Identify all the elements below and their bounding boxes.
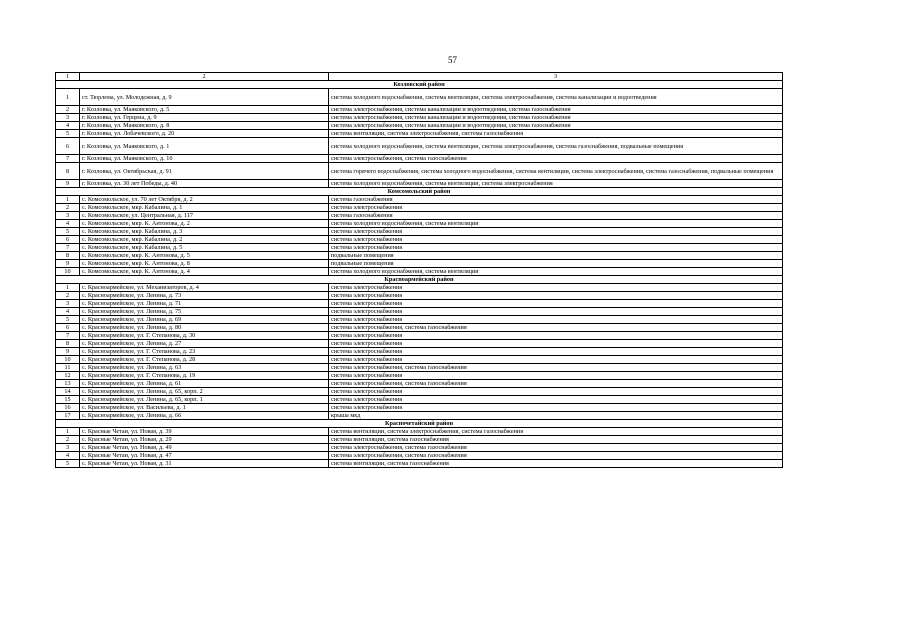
row-number: 10	[56, 356, 80, 364]
table-row	[56, 268, 783, 276]
row-number: 14	[56, 388, 80, 396]
district-heading-row	[56, 188, 783, 196]
table-row	[56, 196, 783, 204]
row-number: 9	[56, 348, 80, 356]
row-number: 10	[56, 268, 80, 276]
objects-table	[55, 72, 783, 468]
row-systems: система электроснабжения, система газоснабжения	[329, 444, 783, 452]
table-row	[56, 228, 783, 236]
table-row	[56, 428, 783, 436]
row-address: с. Комсомольское, ул. 70 лет Октября, д. 2	[80, 196, 329, 204]
row-number: 6	[56, 138, 80, 155]
row-systems: система электроснабжения, система газоснабжения	[329, 380, 783, 388]
district-heading: Комсомольский район	[56, 188, 783, 196]
row-address: с. Комсомольское, мкр. К. Антонова, д. 8	[80, 260, 329, 268]
row-address: с. Красноармейское, ул. Г. Степанова, д. 28	[80, 356, 329, 364]
district-heading-row	[56, 276, 783, 284]
row-address: г. Козловка, ул. Маяковского, д. 8	[80, 122, 329, 130]
row-address: с. Комсомольское, ул. Центральная, д. 117	[80, 212, 329, 220]
row-address: с. Красноармейское, ул. Ленина, д. 27	[80, 340, 329, 348]
row-systems: система электроснабжения	[329, 244, 783, 252]
table-row	[56, 180, 783, 188]
table-row	[56, 236, 783, 244]
row-number: 5	[56, 460, 80, 468]
table-row	[56, 155, 783, 163]
row-number: 12	[56, 372, 80, 380]
row-number: 5	[56, 130, 80, 138]
table-body	[56, 73, 783, 468]
table-row	[56, 114, 783, 122]
table-row	[56, 364, 783, 372]
row-systems: система холодного водоснабжения, система вентиляции	[329, 220, 783, 228]
row-number: 9	[56, 260, 80, 268]
row-address: с. Комсомольское, мкр. К. Антонова, д. 2	[80, 220, 329, 228]
row-number: 8	[56, 340, 80, 348]
table-row	[56, 396, 783, 404]
row-systems: система электроснабжения, система газоснабжения	[329, 364, 783, 372]
row-number: 2	[56, 204, 80, 212]
column-header-systems: 3	[329, 73, 783, 81]
row-number: 3	[56, 444, 80, 452]
row-address: с. Комсомольское, мкр. Кабалина, д. 1	[80, 204, 329, 212]
row-number: 7	[56, 244, 80, 252]
table-row	[56, 220, 783, 228]
district-heading-row	[56, 81, 783, 89]
row-number: 1	[56, 284, 80, 292]
row-number: 6	[56, 236, 80, 244]
row-number: 3	[56, 114, 80, 122]
row-systems: система электроснабжения, система канализации и водоотведения, система газоснабжения	[329, 122, 783, 130]
row-systems: система электроснабжения	[329, 340, 783, 348]
row-systems: система электроснабжения	[329, 356, 783, 364]
row-address: с. Красные Четаи, ул. Новая, д. 49	[80, 444, 329, 452]
row-address: с. Красные Четаи, ул. Новая, д. 47	[80, 452, 329, 460]
district-heading: Красночетайский район	[56, 420, 783, 428]
row-number: 11	[56, 364, 80, 372]
row-address: с. Комсомольское, мкр. Кабалина, д. 2	[80, 236, 329, 244]
table-row	[56, 380, 783, 388]
row-systems: система электроснабжения	[329, 348, 783, 356]
row-systems: система горячего водоснабжения, система холодного водоснабжения, система вентиляции, система электроснабжения, система газоснабжения, подвальные помещения	[329, 163, 783, 180]
row-systems: система электроснабжения, система канализации и водоотведения, система газоснабжения	[329, 114, 783, 122]
row-number: 13	[56, 380, 80, 388]
row-systems: система вентиляции, система газоснабжения	[329, 436, 783, 444]
row-systems: система газоснабжения	[329, 196, 783, 204]
table-row	[56, 452, 783, 460]
row-systems: система газоснабжения	[329, 212, 783, 220]
district-heading: Козловский район	[56, 81, 783, 89]
table-row	[56, 340, 783, 348]
table-row	[56, 332, 783, 340]
table-row	[56, 444, 783, 452]
row-number: 3	[56, 300, 80, 308]
table-row	[56, 300, 783, 308]
table-row	[56, 412, 783, 420]
row-systems: система электроснабжения, система газоснабжения	[329, 452, 783, 460]
row-systems: система электроснабжения	[329, 300, 783, 308]
row-address: с. Комсомольское, мкр. Кабалина, д. 5	[80, 244, 329, 252]
row-address: с. Красноармейское, ул. Ленина, д. 71	[80, 300, 329, 308]
column-header-number: 1	[56, 73, 80, 81]
row-systems: подвальные помещения	[329, 260, 783, 268]
row-number: 1	[56, 196, 80, 204]
row-systems: система холодного водоснабжения, система вентиляции, система электроснабжения, система канализации и водоотведения	[329, 89, 783, 106]
table-row	[56, 324, 783, 332]
row-address: с. Красноармейское, ул. Ленина, д. 69	[80, 316, 329, 324]
table-row	[56, 348, 783, 356]
row-systems: система холодного водоснабжения, система вентиляции	[329, 268, 783, 276]
row-systems: система электроснабжения	[329, 228, 783, 236]
row-systems: система электроснабжения	[329, 332, 783, 340]
table-row	[56, 388, 783, 396]
row-address: с. Комсомольское, мкр. К. Антонова, д. 4	[80, 268, 329, 276]
row-address: г. Козловка, ул. 30 лет Победы, д. 40	[80, 180, 329, 188]
row-address: с. Красноармейское, ул. Ленина, д. 65, корп. 2	[80, 388, 329, 396]
row-number: 3	[56, 212, 80, 220]
table-row	[56, 284, 783, 292]
row-address: с. Красноармейское, ул. Г. Степанова, д. 19	[80, 372, 329, 380]
table-header-row	[56, 73, 783, 81]
row-address: ст. Тюрлема, ул. Молодежная, д. 9	[80, 89, 329, 106]
table-row	[56, 163, 783, 180]
row-number: 7	[56, 332, 80, 340]
row-systems: система электроснабжения	[329, 236, 783, 244]
row-systems: система вентиляции, система электроснабжения, система газоснабжения	[329, 130, 783, 138]
row-address: с. Красноармейское, ул. Ленина, д. 63	[80, 364, 329, 372]
row-address: с. Красноармейское, ул. Ленина, д. 73	[80, 292, 329, 300]
table-row	[56, 204, 783, 212]
row-number: 17	[56, 412, 80, 420]
table-row	[56, 138, 783, 155]
row-systems: крыша мкд	[329, 412, 783, 420]
row-address: с. Красноармейское, ул. Механизаторов, д. 4	[80, 284, 329, 292]
row-address: с. Красноармейское, ул. Ленина, д. 65, корп. 1	[80, 396, 329, 404]
row-systems: система электроснабжения, система газоснабжения	[329, 155, 783, 163]
column-header-address: 2	[80, 73, 329, 81]
row-number: 2	[56, 436, 80, 444]
row-systems: система вентиляции, система электроснабжения, система газоснабжения	[329, 428, 783, 436]
row-address: с. Красноармейское, ул. Ленина, д. 75	[80, 308, 329, 316]
row-systems: система электроснабжения	[329, 388, 783, 396]
row-address: с. Красноармейское, ул. Васильева, д. 1	[80, 404, 329, 412]
row-number: 1	[56, 428, 80, 436]
row-address: с. Красноармейское, ул. Ленина, д. 61	[80, 380, 329, 388]
row-address: с. Красноармейское, ул. Г. Степанова, д. 30	[80, 332, 329, 340]
row-systems: система электроснабжения	[329, 204, 783, 212]
row-systems: система холодного водоснабжения, система вентиляции, система электроснабжения	[329, 180, 783, 188]
row-number: 5	[56, 228, 80, 236]
row-number: 15	[56, 396, 80, 404]
table-row	[56, 212, 783, 220]
row-number: 2	[56, 106, 80, 114]
row-address: г. Козловка, ул. Октябрьская, д. 91	[80, 163, 329, 180]
row-systems: система холодного водоснабжения, система вентиляции, система электроснабжения, система газоснабжения, подвальные помещения	[329, 138, 783, 155]
row-systems: подвальные помещения	[329, 252, 783, 260]
row-number: 4	[56, 452, 80, 460]
row-number: 9	[56, 180, 80, 188]
table-row	[56, 252, 783, 260]
table-row	[56, 316, 783, 324]
row-number: 2	[56, 292, 80, 300]
row-address: с. Красные Четаи, ул. Новая, д. 29	[80, 436, 329, 444]
table-row	[56, 292, 783, 300]
row-number: 6	[56, 324, 80, 332]
row-address: с. Красноармейское, ул. Ленина, д. 80	[80, 324, 329, 332]
page-number: 57	[448, 55, 457, 65]
table-row	[56, 356, 783, 364]
row-address: с. Красноармейское, ул. Ленина, д. 66	[80, 412, 329, 420]
row-address: г. Козловка, ул. Маяковского, д. 1	[80, 138, 329, 155]
row-address: г. Козловка, ул. Маяковского, д. 10	[80, 155, 329, 163]
table-row	[56, 122, 783, 130]
row-number: 4	[56, 220, 80, 228]
row-number: 1	[56, 89, 80, 106]
row-systems: система электроснабжения	[329, 372, 783, 380]
row-address: с. Красные Четаи, ул. Новая, д. 31	[80, 460, 329, 468]
table-row	[56, 308, 783, 316]
table-row	[56, 404, 783, 412]
district-heading: Красноармейский район	[56, 276, 783, 284]
table-row	[56, 244, 783, 252]
row-number: 5	[56, 316, 80, 324]
table-row	[56, 372, 783, 380]
row-number: 8	[56, 163, 80, 180]
table-row	[56, 130, 783, 138]
row-systems: система электроснабжения, система газоснабжения	[329, 324, 783, 332]
row-address: г. Козловка, ул. Герцена, д. 9	[80, 114, 329, 122]
row-number: 16	[56, 404, 80, 412]
table-row	[56, 89, 783, 106]
row-number: 4	[56, 122, 80, 130]
row-address: с. Комсомольское, мкр. Кабалина, д. 3	[80, 228, 329, 236]
row-systems: система электроснабжения	[329, 284, 783, 292]
table-row	[56, 260, 783, 268]
row-systems: система электроснабжения	[329, 404, 783, 412]
row-address: г. Козловка, ул. Лобачевского, д. 20	[80, 130, 329, 138]
table-row	[56, 436, 783, 444]
row-address: с. Красноармейское, ул. Г. Степанова, д. 23	[80, 348, 329, 356]
row-systems: система электроснабжения	[329, 316, 783, 324]
row-number: 4	[56, 308, 80, 316]
district-heading-row	[56, 420, 783, 428]
table-row	[56, 460, 783, 468]
table-row	[56, 106, 783, 114]
row-address: с. Красные Четаи, ул. Новая, д. 39	[80, 428, 329, 436]
row-number: 8	[56, 252, 80, 260]
row-systems: система электроснабжения	[329, 292, 783, 300]
row-address: г. Козловка, ул. Маяковского, д. 5	[80, 106, 329, 114]
row-systems: система вентиляции, система газоснабжения	[329, 460, 783, 468]
row-systems: система электроснабжения, система канализации и водоотведения, система газоснабжения	[329, 106, 783, 114]
row-systems: система электроснабжения	[329, 396, 783, 404]
row-address: с. Комсомольское, мкр. К. Антонова, д. 5	[80, 252, 329, 260]
row-systems: система электроснабжения	[329, 308, 783, 316]
row-number: 7	[56, 155, 80, 163]
